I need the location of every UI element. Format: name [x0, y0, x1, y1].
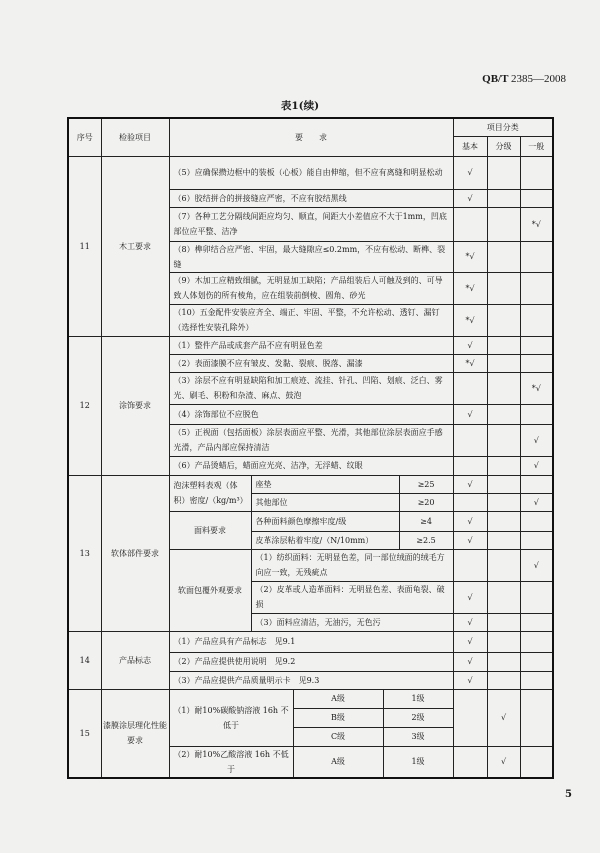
requirement-value: ≥2.5	[399, 531, 453, 549]
seq-number: 12	[68, 336, 101, 475]
graded-mark	[487, 613, 520, 631]
standard-code	[482, 73, 566, 85]
requirement-text: （1）耐10%碳酸钠溶液 16h 不低于	[169, 689, 293, 746]
general-mark	[520, 304, 553, 336]
basic-mark	[453, 207, 487, 241]
seq-number: 11	[68, 156, 101, 336]
general-mark	[520, 241, 553, 272]
requirement-value: ≥4	[399, 511, 453, 531]
foam-density-label: 泡沫塑料表观（体积）密度/（kg/m³）	[169, 475, 251, 511]
general-mark: *√	[520, 207, 553, 241]
requirement-text: （2）表面漆膜不应有皱皮、发黏、裂痕、脱落、漏漆	[169, 354, 453, 372]
graded-mark	[487, 652, 520, 671]
seq-number: 15	[68, 689, 101, 778]
requirement-text: （6）胶结拼合的拼接缝应严密，不应有胶结黑线	[169, 189, 453, 207]
item-name: 漆膜涂层理化性能要求	[101, 689, 169, 778]
graded-mark	[487, 241, 520, 272]
basic-mark: *√	[453, 272, 487, 304]
requirement-text: 座垫	[251, 475, 399, 493]
general-mark	[520, 531, 553, 549]
requirement-text: （2）产品应提供使用说明 见9.2	[169, 652, 453, 671]
table-row	[68, 631, 553, 652]
general-mark	[520, 156, 553, 189]
basic-mark: √	[453, 652, 487, 671]
header-seq: 序号	[68, 118, 101, 156]
requirement-text: 各种面料颜色摩擦牢度/级	[251, 511, 399, 531]
graded-mark	[487, 424, 520, 456]
general-mark	[520, 652, 553, 671]
standard-number: 2385—2008	[511, 73, 566, 85]
basic-mark	[453, 746, 487, 778]
general-mark: √	[520, 549, 553, 581]
requirement-text: （3）产品应提供产品质量明示卡 见9.3	[169, 671, 453, 689]
general-mark	[520, 272, 553, 304]
requirement-text: （2）耐10%乙酸溶液 16h 不低于	[169, 746, 293, 778]
header-general: 一般	[520, 136, 553, 156]
graded-mark	[487, 531, 520, 549]
graded-mark	[487, 189, 520, 207]
graded-mark	[487, 511, 520, 531]
header-item: 检验项目	[101, 118, 169, 156]
requirement-value: ≥20	[399, 493, 453, 511]
graded-mark	[487, 631, 520, 652]
level: 1级	[383, 746, 453, 778]
grade: C级	[293, 727, 383, 746]
general-mark	[520, 404, 553, 424]
standard-prefix: QB/T	[482, 73, 509, 85]
graded-mark	[487, 456, 520, 475]
graded-mark	[487, 671, 520, 689]
header-requirement: 要 求	[169, 118, 453, 156]
general-mark	[520, 189, 553, 207]
graded-mark	[487, 493, 520, 511]
general-mark: *√	[520, 372, 553, 404]
general-mark	[520, 581, 553, 613]
requirement-text: （1）整件产品或成套产品不应有明显色差	[169, 336, 453, 354]
page-number: 5	[565, 789, 572, 800]
graded-mark	[487, 581, 520, 613]
inspection-table	[67, 117, 554, 779]
seq-number: 14	[68, 631, 101, 689]
basic-mark	[453, 424, 487, 456]
basic-mark	[453, 549, 487, 581]
item-name: 涂饰要求	[101, 336, 169, 475]
item-name: 软体部件要求	[101, 475, 169, 631]
header-category: 项目分类	[453, 118, 553, 136]
level: 3级	[383, 727, 453, 746]
table-row	[68, 689, 553, 708]
requirement-text: （1）产品应具有产品标志 见9.1	[169, 631, 453, 652]
graded-mark	[487, 475, 520, 493]
general-mark	[520, 746, 553, 778]
general-mark	[520, 475, 553, 493]
graded-mark	[487, 372, 520, 404]
general-mark	[520, 354, 553, 372]
basic-mark: √	[453, 475, 487, 493]
basic-mark	[453, 372, 487, 404]
requirement-text: （5）应确保攒边框中的装板（心板）能自由伸缩，但不应有离缝和明显松动	[169, 156, 453, 189]
graded-mark	[487, 272, 520, 304]
basic-mark	[453, 689, 487, 746]
general-mark: √	[520, 456, 553, 475]
item-name: 木工要求	[101, 156, 169, 336]
requirement-text: （4）涂饰部位不应脱色	[169, 404, 453, 424]
graded-mark	[487, 549, 520, 581]
general-mark	[520, 613, 553, 631]
general-mark	[520, 671, 553, 689]
level: 1级	[383, 689, 453, 708]
header-graded: 分级	[487, 136, 520, 156]
grade: A级	[293, 746, 383, 778]
basic-mark: *√	[453, 304, 487, 336]
requirement-text: 其他部位	[251, 493, 399, 511]
general-mark	[520, 689, 553, 746]
general-mark	[520, 511, 553, 531]
requirement-text: （2）皮革或人造革面料：无明显色差、表面龟裂、破损	[251, 581, 453, 613]
graded-mark	[487, 404, 520, 424]
graded-mark: √	[487, 746, 520, 778]
general-mark: √	[520, 493, 553, 511]
basic-mark: √	[453, 581, 487, 613]
level: 2级	[383, 708, 453, 727]
graded-mark: √	[487, 689, 520, 746]
seq-number: 13	[68, 475, 101, 631]
cover-label: 软面包覆外观要求	[169, 549, 251, 631]
table-row	[68, 475, 553, 493]
basic-mark	[453, 456, 487, 475]
graded-mark	[487, 207, 520, 241]
general-mark	[520, 631, 553, 652]
basic-mark	[453, 493, 487, 511]
item-name: 产品标志	[101, 631, 169, 689]
requirement-text: 皮革涂层粘着牢度/（N/10mm）	[251, 531, 399, 549]
basic-mark: √	[453, 631, 487, 652]
basic-mark: √	[453, 189, 487, 207]
requirement-value: ≥25	[399, 475, 453, 493]
requirement-text: （10）五金配件安装应齐全、端正、牢固、平整，不允许松动、透钉、漏钉（选择性安装孔除外）	[169, 304, 453, 336]
basic-mark: *√	[453, 354, 487, 372]
basic-mark: √	[453, 613, 487, 631]
header-basic: 基本	[453, 136, 487, 156]
grade: A级	[293, 689, 383, 708]
graded-mark	[487, 156, 520, 189]
general-mark: √	[520, 424, 553, 456]
basic-mark: √	[453, 511, 487, 531]
table-caption: 表1(续)	[280, 100, 320, 112]
requirement-text: （1）纺织面料：无明显色差，同一部位绒面的绒毛方向应一致，无残疵点	[251, 549, 453, 581]
fabric-label: 面料要求	[169, 511, 251, 549]
requirement-text: （8）榫卯结合应严密、牢固，最大缝隙应≤0.2mm，不应有松动、断榫、裂缝	[169, 241, 453, 272]
graded-mark	[487, 354, 520, 372]
basic-mark: *√	[453, 241, 487, 272]
graded-mark	[487, 304, 520, 336]
basic-mark: √	[453, 404, 487, 424]
basic-mark: √	[453, 531, 487, 549]
table-row	[68, 156, 553, 189]
graded-mark	[487, 336, 520, 354]
requirement-text: （7）各种工艺分隔线间距应均匀、顺直，间距大小差值应不大于1mm，凹底部位应平整、洁净	[169, 207, 453, 241]
basic-mark: √	[453, 671, 487, 689]
basic-mark: √	[453, 156, 487, 189]
requirement-text: （5）正视面（包括面板）涂层表面应平整、光滑，其他部位涂层表面应手感光滑，产品内部应保持清洁	[169, 424, 453, 456]
general-mark	[520, 336, 553, 354]
table-row	[68, 336, 553, 354]
requirement-text: （6）产品烫蜡后，蜡面应光亮、洁净，无浮蜡、纹眼	[169, 456, 453, 475]
requirement-text: （9）木加工应精致细腻，无明显加工缺陷；产品组装后人可触及到的、可导致人体划伤的所有棱角，应在组装前倒棱、圆角、砂光	[169, 272, 453, 304]
basic-mark: √	[453, 336, 487, 354]
requirement-text: （3）面料应清洁，无油污，无色污	[251, 613, 453, 631]
grade: B级	[293, 708, 383, 727]
requirement-text: （3）涂层不应有明显缺陷和加工痕迹、流挂、针孔、凹陷、划痕、泛白、雾光、刷毛、积粉和杂渣、麻点、鼓泡	[169, 372, 453, 404]
